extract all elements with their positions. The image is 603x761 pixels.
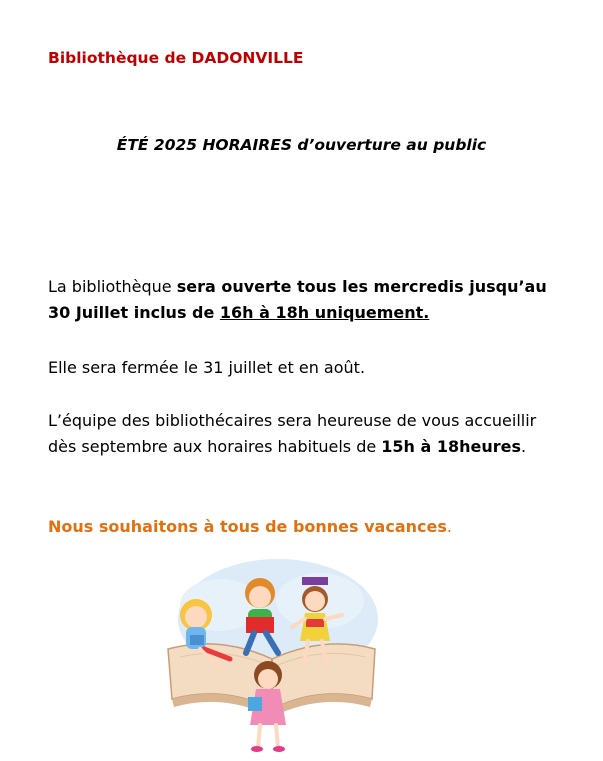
children-reading-book-icon <box>160 557 385 755</box>
september-paragraph <box>48 408 568 460</box>
summer-hours-title: ÉTÉ 2025 HORAIRES d’ouverture au public <box>116 136 487 154</box>
holiday-wishes-period: . <box>446 517 452 536</box>
september-text: L’équipe des bibliothécaires sera heureuse de vous accueillir dès septembre aux horaires habituels de <box>48 411 537 456</box>
opening-hours-text: 16h à 18h uniquement. <box>219 303 430 322</box>
opening-text: La bibliothèque <box>48 277 177 296</box>
opening-days-text: sera ouverte tous les mercredis jusqu’au 30 Juillet inclus de <box>48 277 547 322</box>
usual-hours-text: 15h à 18heures <box>381 437 522 456</box>
holiday-wishes <box>48 514 568 540</box>
library-name: Bibliothèque de DADONVILLE <box>48 49 304 67</box>
holiday-wishes-text: Nous souhaitons à tous de bonnes vacances <box>48 517 447 536</box>
closure-paragraph: Elle sera fermée le 31 juillet et en août. <box>48 358 366 377</box>
opening-paragraph <box>48 274 568 326</box>
september-period: . <box>521 437 527 456</box>
